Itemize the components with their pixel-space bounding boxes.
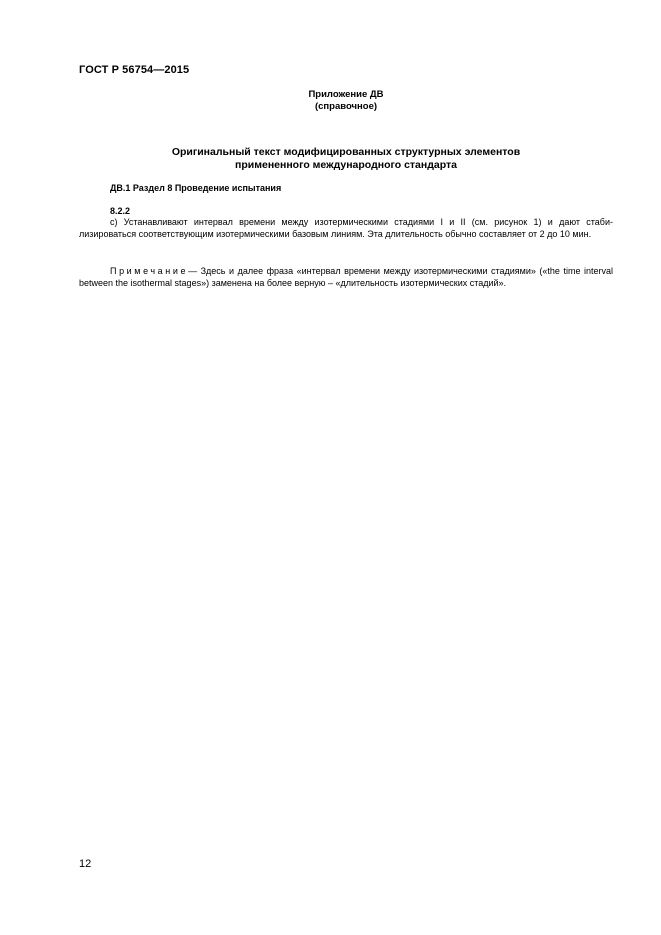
note-label: Примечание bbox=[110, 266, 189, 276]
document-title bbox=[0, 146, 661, 171]
title-line-2: примененного международного стандарта bbox=[235, 158, 457, 171]
section-heading: ДВ.1 Раздел 8 Проведение испытания bbox=[110, 183, 282, 193]
clause-number: 8.2.2 bbox=[110, 206, 131, 216]
note-paragraph bbox=[79, 266, 613, 289]
appendix-heading bbox=[0, 89, 661, 113]
title-line-1: Оригинальный текст модифицированных структурных элементов bbox=[171, 146, 521, 158]
clause-paragraph: c) Устанавливают интервал времени между изотермическими стадиями I и II (см. рисунок 1) и дают стаби-лизироваться соответствующим изотермическими базовым линиям. Эта длительность обычно составляет от 2 до 10 мин. bbox=[79, 217, 613, 239]
note-text: — Здесь и далее фраза «интервал времени между изотермическими стадиями» («the time interval between the isothermal stages») заменена на более верную – «длительность изотермических стадий». bbox=[79, 266, 613, 288]
appendix-status: (справочное) bbox=[314, 101, 378, 112]
page-number: 12 bbox=[79, 858, 92, 870]
document-standard-code: ГОСТ Р 56754—2015 bbox=[79, 64, 190, 76]
appendix-title: Приложение ДВ bbox=[308, 89, 384, 100]
